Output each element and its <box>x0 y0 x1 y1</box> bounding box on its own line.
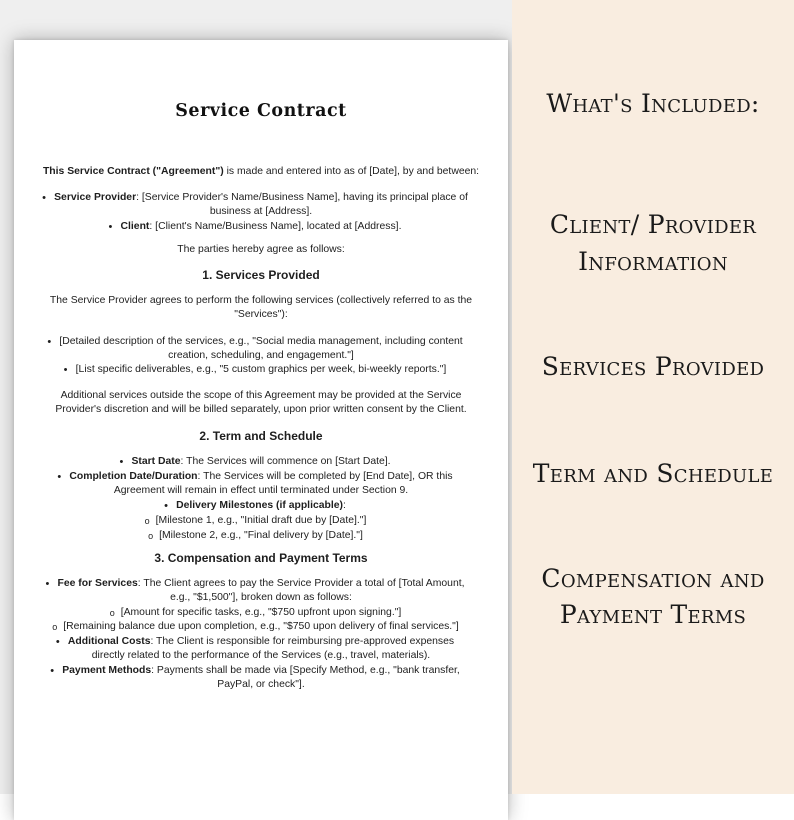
costs-item: • Additional Costs: The Client is responsible for reimbursing pre-approved expenses <box>14 635 508 649</box>
included-item-client-provider: Client/ Provider <box>549 210 757 239</box>
services-bullet-cont: creation, scheduling, and engagement."] <box>168 350 354 361</box>
completion-item: • Completion Date/Duration: The Services will be completed by [End Date], OR this <box>14 470 508 484</box>
contract-page <box>14 40 508 820</box>
client-item: • Client: [Client's Name/Business Name], located at [Address]. <box>14 220 508 234</box>
agree-line: The parties hereby agree as follows: <box>177 244 345 255</box>
milestones-item: • Delivery Milestones (if applicable): <box>14 499 508 513</box>
fee-item: • Fee for Services: The Client agrees to pay the Service Provider a total of [Total Amount, <box>14 577 508 591</box>
services-paragraph-cont: "Services"): <box>234 309 288 320</box>
provider-item: • Service Provider: [Service Provider's Name/Business Name], having its principal place of <box>14 191 508 205</box>
included-item-services: Services Provided <box>541 352 765 381</box>
start-date-item: • Start Date: The Services will commence on [Start Date]. <box>14 455 508 469</box>
fee-sub-1: o [Amount for specific tasks, e.g., "$750 upfront upon signing."] <box>14 606 508 620</box>
services-bullet: • [Detailed description of the services, e.g., "Social media management, including content <box>14 335 508 349</box>
included-item-term: Term and Schedule <box>532 459 774 488</box>
deliverables-bullet: • [List specific deliverables, e.g., "5 custom graphics per week, bi-weekly reports."] <box>14 363 508 377</box>
section-heading-services: 1. Services Provided <box>202 268 320 282</box>
costs-item-cont: directly related to the performance of the Services (e.g., travel, materials). <box>91 650 431 661</box>
fee-item-cont: e.g., "$1,500"], broken down as follows: <box>170 592 352 603</box>
fee-sub-2: o [Remaining balance due upon completion, e.g., "$750 upon delivery of final services."] <box>14 620 508 634</box>
payment-item: • Payment Methods: Payments shall be made via [Specify Method, e.g., "bank transfer, <box>14 664 508 678</box>
included-item-compensation: Compensation and <box>541 564 765 593</box>
milestone-2: o [Milestone 2, e.g., "Final delivery by [Date]."] <box>14 529 508 543</box>
services-paragraph: The Service Provider agrees to perform the following services (collectively referred to as the <box>49 295 473 306</box>
contract-title: Service Contract <box>175 101 347 121</box>
included-heading: What's Included: <box>546 89 760 118</box>
completion-item-cont: Agreement will remain in effect until terminated under Section 9. <box>113 485 409 496</box>
section-heading-compensation: 3. Compensation and Payment Terms <box>154 551 368 565</box>
intro-paragraph: This Service Contract ("Agreement") is made and entered into as of [Date], by and between: <box>42 166 480 177</box>
section-heading-term: 2. Term and Schedule <box>199 429 323 443</box>
included-panel <box>512 0 794 794</box>
included-item-compensation-cont: Payment Terms <box>559 600 747 629</box>
additional-services-paragraph-cont: Provider's discretion and will be billed separately, upon prior written consent by the Client. <box>55 404 467 415</box>
included-item-client-provider-cont: Information <box>578 247 728 276</box>
payment-item-cont: PayPal, or check"]. <box>217 679 305 690</box>
milestone-1: o [Milestone 1, e.g., "Initial draft due by [Date]."] <box>14 514 508 528</box>
provider-item-cont: business at [Address]. <box>209 206 313 217</box>
additional-services-paragraph: Additional services outside the scope of this Agreement may be provided at the Service <box>60 390 462 401</box>
